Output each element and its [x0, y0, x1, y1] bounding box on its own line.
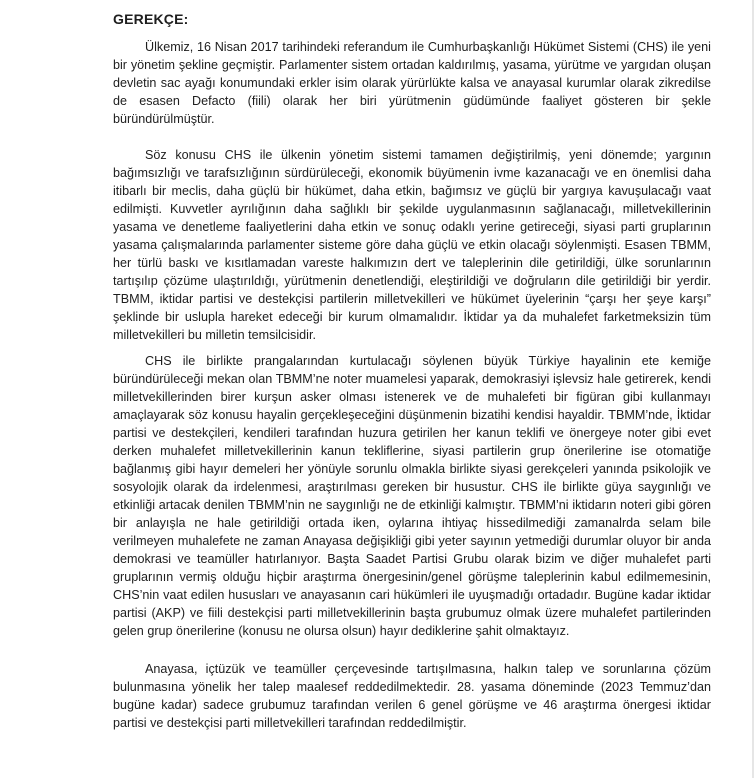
paragraph-3: CHS ile birlikte prangalarından kurtulacağı söylenen büyük Türkiye hayalinin ete kemiğe büründürüleceği mekan olan TBMM’ne noter muamelesi yaparak, demokrasiyi işlevsiz hale getirerek, kendi milletvekillerinden birer kurşun asker olması istenerek ve de muhalefeti bir figüran gibi kullanmayı amaçlayarak söz konusu hayalin gerçekleşeceğini düşünmenin bizatihi kendisi hayaldir. TBMM’nde, İktidar partisi ve destekçileri, kendileri tarafından huzura getirilen her kanun teklifi ve önergeye noter gibi evet derken muhalefet milletvekillerinin kanun tekliflerine, siyasi partilerin grup önerilerine ise otomatiğe bağlanmış gibi hayır demeleri her yönüyle sorunlu olmakla birlikte siyasi gerekçeleri yanında psikolojik ve sosyolojik olarak da irdelenmesi, araştırılması gereken bir husustur. CHS ile birlikte güya saygınlığı ve etkinliği artacak denilen TBMM’nin ne saygınlığı ne de etkinliği kalmıştır. TBMM’ni iktidarın noteri gibi gören bir anlayışla ne hale getirildiği ortada iken, oylarına ihtiyaç hissedilmediği zamanalrda selam bile verilmeyen muhalefete ne zaman Anayasa değişikliği gibi yeter sayının yetmediği durumlar oluyor bir anda demokrasi ve teamüller hatırlanıyor. Başta Saadet Partisi Grubu olarak bizim ve diğer muhalefet parti gruplarının vermiş olduğu hiçbir araştırma önergesinin/genel görüşme taleplerinin kabul edilmemesinin, CHS’nin vaat edilen hususları ve anayasanın cari hükümleri ile uyuşmadığı ortadadır. Bugüne kadar iktidar partisi (AKP) ve fiili destekçisi parti milletvekillerinin başta grubumuz olmak üzere muhalefet partilerinden gelen grup önerilerine (konusu ne olursa olsun) hayır dediklerine şahit olmaktayız. [113, 354, 711, 638]
paragraph-2: Söz konusu CHS ile ülkenin yönetim sistemi tamamen değiştirilmiş, yeni dönemde; yargının bağımsızlığı ve tarafsızlığının sürdürüleceği, ekonomik büyümenin ivme kazanacağı ve en önemlisi daha itibarlı bir meclis, daha güçlü bir hükümet, daha etkin, bağımsız ve güçlü bir yargıya kavuşulacağı vaat edilmişti. Kuvvetler ayrılığının daha sağlıklı bir şekilde uygulanmasının sağlanacağı, milletvekillerinin yasama ve denetleme faaliyetlerini daha etkin ve sonuç odaklı yerine getireceği, siyasi parti gruplarının yasama çalışmalarında parlamenter sisteme göre daha güçlü ve etkin olacağı söylenmişti. Esasen TBMM, her türlü baskı ve kısıtlamadan vareste halkımızın dert ve taleplerinin dile getirildiği, ülke sorunlarının tartışılıp çözüme ulaştırıldığı, yürütmenin denetlendiği, eleştirildiği ve doğruların dile getirildiği bir yerdir. TBMM, iktidar partisi ve destekçisi partilerin milletvekilleri ve hükümet üyelerinin “çarşı her şeye karşı” şeklinde bir uslupla hareket edeceği bir kurum olmamalıdır. İktidar ya da muhalefet farketmeksizin tüm milletvekilleri bu milletin temsilcisidir. [113, 148, 711, 342]
paragraph-4: Anayasa, içtüzük ve teamüller çerçevesinde tartışılmasına, halkın talep ve sorunlarına çözüm bulunmasına yönelik her talep maalesef reddedilmektedir. 28. yasama döneminde (2023 Temmuz’dan bugüne kadar) sadece grubumuz tarafından verilen 6 genel görüşme ve 46 araştırma önergesi iktidar partisi ve destekçisi parti milletvekilleri tarafından reddedilmiştir. [113, 662, 711, 730]
document-heading: GEREKÇE: [113, 11, 189, 27]
paragraph-1: Ülkemiz, 16 Nisan 2017 tarihindeki referandum ile Cumhurbaşkanlığı Hükümet Sistemi (CHS) ile yeni bir yönetim şekline geçmiştir. Parlamenter sistem ortadan kaldırılmış, yasama, yürütme ve yargıdan oluşan devletin sac ayağı konumundaki erkler isim olarak yürürlükte kalsa ve anayasal kurumlar olarak zikredilse de esasen Defacto (fiili) olarak her biri yürütmenin güdümünde faaliyet gösteren bir şekle büründürülmüştür. [113, 40, 711, 126]
